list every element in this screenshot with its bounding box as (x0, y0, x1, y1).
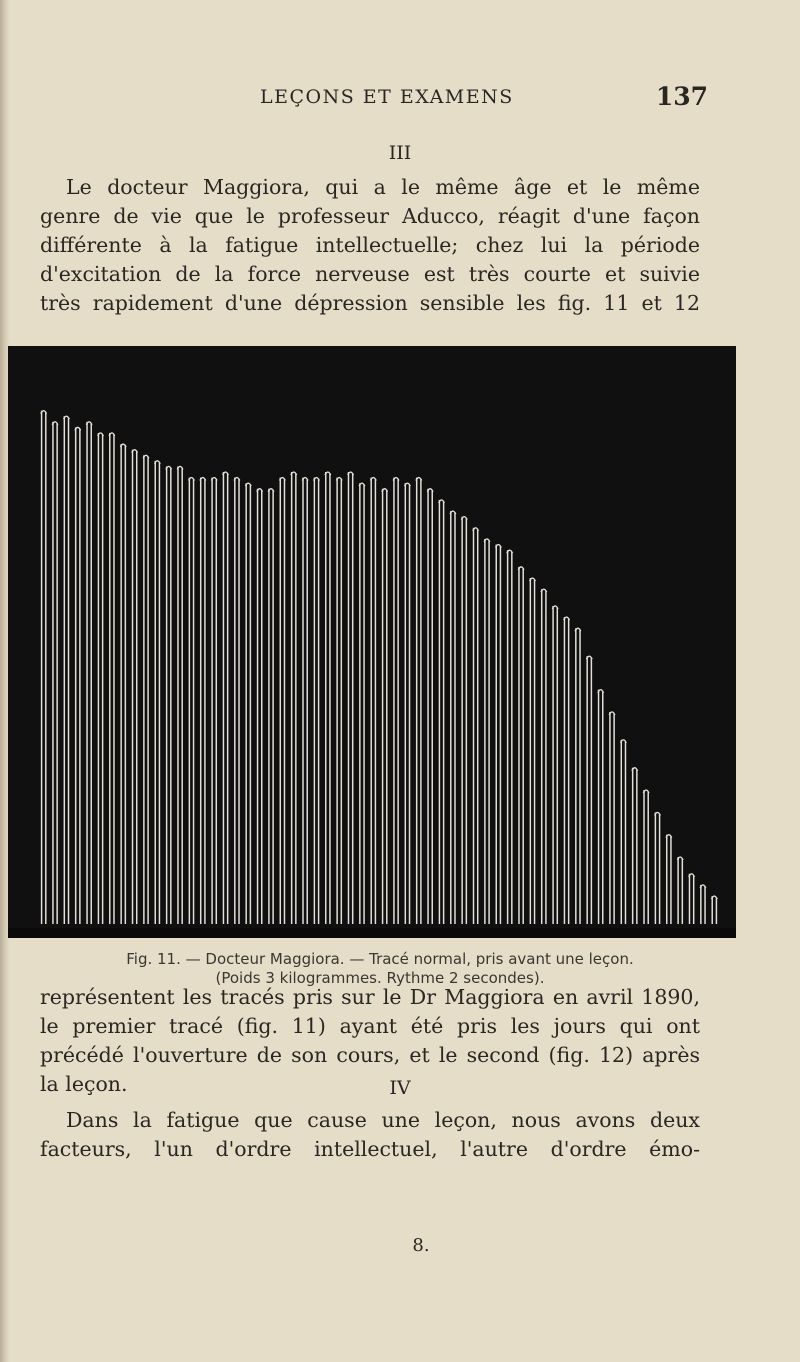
running-header (40, 82, 710, 112)
bar-stroke (700, 885, 701, 924)
bar-stroke (405, 483, 406, 924)
bar-stroke (189, 478, 190, 924)
bar-stroke (518, 567, 519, 924)
bar-stroke (352, 474, 353, 924)
bar-stroke (216, 480, 217, 924)
bar-stroke (557, 608, 558, 924)
bar-stroke (68, 418, 69, 924)
text-line: genre de vie que le professeur Aducco, réagit d'une façon (40, 204, 700, 228)
bar-stroke (397, 480, 398, 924)
bar-stroke (325, 472, 326, 924)
bar-stroke (86, 422, 87, 924)
text-line: différente à la fatigue intellectuelle; chez lui la période (40, 233, 700, 257)
bar-stroke (336, 478, 337, 924)
text-line: Le docteur Maggiora, qui a le même âge et le même (66, 175, 700, 199)
caption-line: Fig. 11. — Docteur Maggiora. — Tracé normal, pris avant une leçon. (126, 950, 634, 968)
bar-stroke (223, 472, 224, 924)
bar-stroke (341, 480, 342, 924)
bar-stroke (329, 474, 330, 924)
bar-stroke (238, 480, 239, 924)
text-line: facteurs, l'un d'ordre intellectuel, l'autre d'ordre émo- (40, 1137, 700, 1161)
bar-stroke (496, 545, 497, 924)
bar-stroke (386, 491, 387, 924)
bar-stroke (200, 478, 201, 924)
bar-stroke (177, 466, 178, 924)
bar-stroke (541, 589, 542, 924)
bar-stroke (609, 712, 610, 924)
bar-stroke (632, 768, 633, 924)
bar-stroke (227, 474, 228, 924)
signature-mark: 8. (412, 1235, 430, 1256)
bar-stroke (109, 433, 110, 924)
running-title: LEÇONS ET EXAMENS (260, 86, 514, 108)
bar-stroke (420, 480, 421, 924)
bar-stroke (586, 656, 587, 924)
bar-stroke (193, 480, 194, 924)
bar-stroke (443, 502, 444, 924)
bar-stroke (56, 424, 57, 924)
bar-stroke (211, 478, 212, 924)
section-heading-iv: IV (389, 1077, 411, 1099)
bar-stroke (41, 411, 42, 924)
bar-stroke (272, 491, 273, 924)
bar-stroke (530, 578, 531, 924)
bar-stroke (45, 413, 46, 924)
bar-stroke (511, 552, 512, 924)
bar-stroke (280, 478, 281, 924)
bar-stroke (427, 489, 428, 924)
bar-stroke (477, 530, 478, 924)
bar-stroke (245, 483, 246, 924)
paragraph-section-iii (40, 173, 700, 318)
bar-stroke (591, 658, 592, 924)
bar-stroke (643, 790, 644, 924)
bar-stroke (375, 480, 376, 924)
bar-stroke (302, 478, 303, 924)
bar-stroke (359, 483, 360, 924)
text-line: Dans la fatigue que cause une leçon, nous avons deux (66, 1108, 700, 1132)
text-line: d'excitation de la force nerveuse est très courte et suivie (40, 262, 700, 286)
bar-stroke (170, 468, 171, 924)
bar-stroke (306, 480, 307, 924)
chart-background (8, 346, 736, 938)
bar-stroke (416, 478, 417, 924)
bar-stroke (132, 450, 133, 924)
bar-stroke (507, 550, 508, 924)
bar-stroke (98, 433, 99, 924)
bar-stroke (257, 489, 258, 924)
bar-stroke (466, 519, 467, 924)
bar-stroke (488, 541, 489, 924)
bar-stroke (79, 429, 80, 924)
bar-stroke (284, 480, 285, 924)
page-number: 137 (655, 82, 708, 111)
bar-stroke (689, 874, 690, 924)
bar-stroke (636, 770, 637, 924)
bar-stroke (522, 569, 523, 924)
bar-stroke (450, 511, 451, 924)
bar-stroke (234, 478, 235, 924)
bar-stroke (432, 491, 433, 924)
bar-stroke (166, 466, 167, 924)
bar-stroke (91, 424, 92, 924)
text-line: très rapidement d'une dépression sensible les fig. 11 et 12 (40, 291, 700, 315)
bar-stroke (564, 617, 565, 924)
bar-stroke (677, 857, 678, 924)
text-line: le premier tracé (fig. 11) ayant été pris les jours qui ont (40, 1014, 700, 1038)
bar-stroke (261, 491, 262, 924)
bar-stroke (143, 455, 144, 924)
text-line: la leçon. (40, 1072, 128, 1096)
bar-stroke (120, 444, 121, 924)
bar-stroke (647, 792, 648, 924)
bar-stroke (545, 591, 546, 924)
bar-stroke (363, 485, 364, 924)
chart-baseline (8, 928, 736, 938)
text-line: représentent les tracés pris sur le Dr Maggiora en avril 1890, (40, 985, 700, 1009)
bar-stroke (102, 435, 103, 924)
bar-stroke (155, 461, 156, 924)
bar-stroke (716, 898, 717, 924)
bar-stroke (579, 630, 580, 924)
bar-stroke (568, 619, 569, 924)
bar-stroke (461, 517, 462, 924)
bar-stroke (314, 478, 315, 924)
bar-stroke (439, 500, 440, 924)
bar-stroke (382, 489, 383, 924)
bar-stroke (659, 814, 660, 924)
bar-stroke (147, 457, 148, 924)
bar-stroke (64, 416, 65, 924)
bar-stroke (473, 528, 474, 924)
bar-stroke (250, 485, 251, 924)
bar-stroke (621, 740, 622, 924)
bar-stroke (613, 714, 614, 924)
bar-stroke (52, 422, 53, 924)
ergograph-chart (8, 346, 736, 938)
bar-stroke (75, 427, 76, 924)
text-line: précédé l'ouverture de son cours, et le second (fig. 12) après (40, 1043, 700, 1067)
bar-stroke (125, 446, 126, 924)
section-heading-iii: III (388, 142, 412, 164)
bar-stroke (136, 452, 137, 924)
bar-stroke (598, 690, 599, 924)
bar-stroke (159, 463, 160, 924)
bar-stroke (454, 513, 455, 924)
caption-line: (Poids 3 kilogrammes. Rythme 2 secondes). (215, 969, 545, 987)
bar-stroke (348, 472, 349, 924)
bar-stroke (534, 580, 535, 924)
bar-stroke (666, 835, 667, 924)
bar-stroke (711, 896, 712, 924)
bar-stroke (500, 547, 501, 924)
paragraph-section-iv (40, 1106, 700, 1164)
bar-stroke (393, 478, 394, 924)
bar-stroke (181, 468, 182, 924)
bar-stroke (318, 480, 319, 924)
bar-stroke (291, 472, 292, 924)
bar-stroke (602, 692, 603, 924)
bar-stroke (682, 859, 683, 924)
bar-stroke (704, 887, 705, 924)
bar-stroke (655, 812, 656, 924)
bar-stroke (113, 435, 114, 924)
bar-stroke (268, 489, 269, 924)
bar-stroke (370, 478, 371, 924)
bar-stroke (484, 539, 485, 924)
bar-stroke (693, 876, 694, 924)
bar-stroke (625, 742, 626, 924)
bar-stroke (670, 837, 671, 924)
bar-stroke (552, 606, 553, 924)
ergograph-figure (8, 346, 736, 938)
bar-stroke (575, 628, 576, 924)
bar-stroke (295, 474, 296, 924)
bar-stroke (204, 480, 205, 924)
bar-stroke (409, 485, 410, 924)
